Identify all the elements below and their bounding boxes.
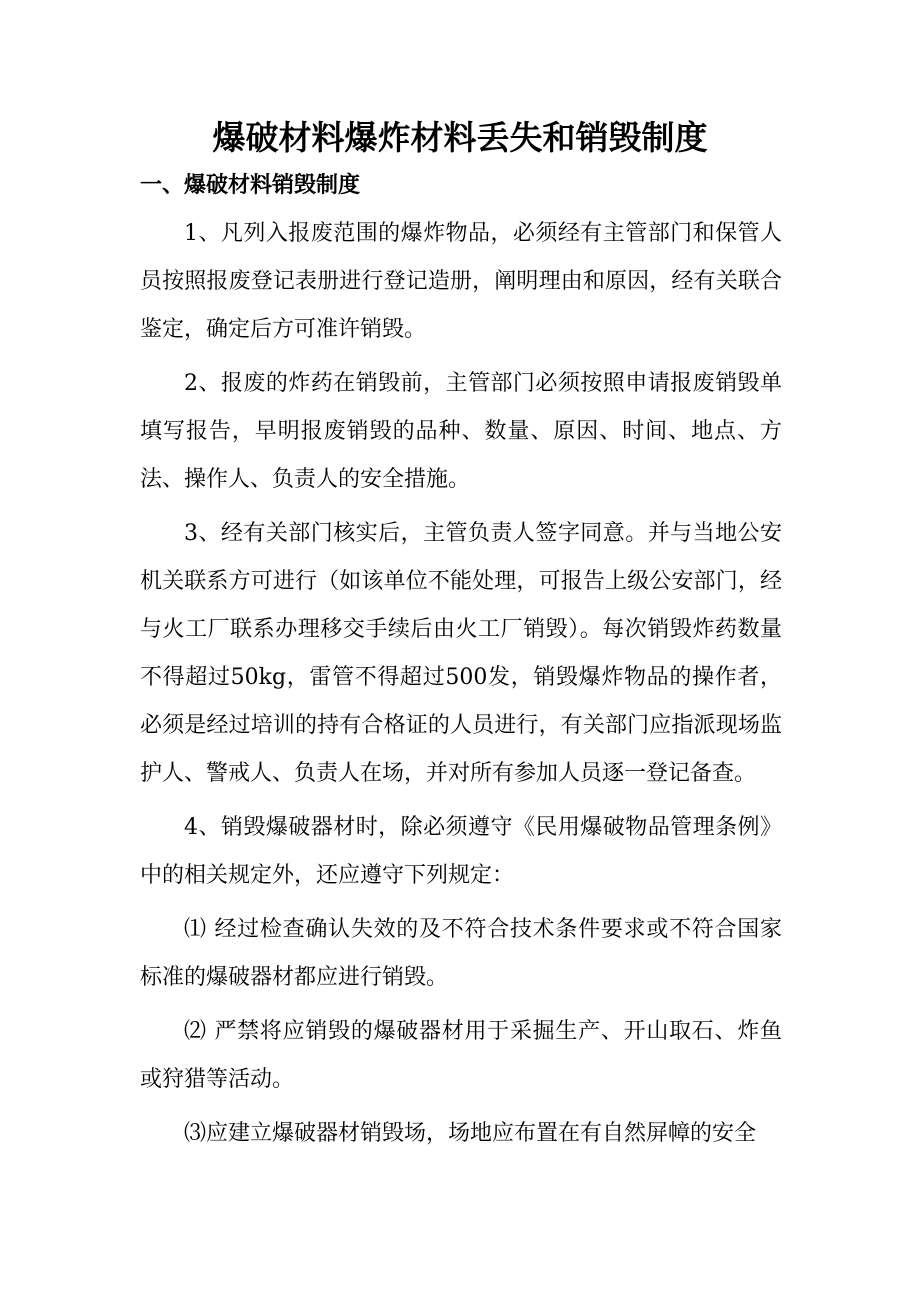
- paragraph-item-3: ⑶应建立爆破器材销毁场，场地应布置在有自然屏幛的安全: [184, 1121, 757, 1146]
- paragraph-3: 3、经有关部门核实后，主管负责人签字同意。并与当地公安机关联系方可进行（如该单位不能处理，可报告上级公安部门，经与火工厂联系办理移交手续后由火工厂销毁）。每次销毁炸药数量不得超过50kg，雷管不得超过500发，销毁爆炸物品的操作者，必须是经过培训的持有合格证的人员进行，有关部门应指派现场监护人、警戒人、负责人在场，并对所有参加人员逐一登记备查。: [140, 521, 782, 786]
- paragraph-2: 2、报废的炸药在销毁前，主管部门必须按照申请报废销毁单填写报告，早明报废销毁的品种、数量、原因、时间、地点、方法、操作人、负责人的安全措施。: [140, 371, 782, 492]
- paragraph-4: 4、销毁爆破器材时，除必须遵守《民用爆破物品管理条例》中的相关规定外，还应遵守下列规定：: [140, 815, 782, 888]
- paragraph-1: 1、凡列入报废范围的爆炸物品，必须经有主管部门和保管人员按照报废登记表册进行登记造册，阐明理由和原因，经有关联合鉴定，确定后方可准许销毁。: [140, 221, 782, 342]
- paragraph-item-1: ⑴ 经过检查确认失效的及不符合技术条件要求或不符合国家标准的爆破器材都应进行销毁。: [140, 917, 782, 990]
- section-heading: 一、爆破材料销毁制度: [140, 173, 361, 198]
- document-body: [140, 210, 782, 1158]
- document-title: 爆破材料爆炸材料丢失和销毁制度: [212, 118, 708, 157]
- paragraph-item-2: ⑵ 严禁将应销毁的爆破器材用于采掘生产、开山取石、炸鱼或狩猎等活动。: [140, 1019, 782, 1092]
